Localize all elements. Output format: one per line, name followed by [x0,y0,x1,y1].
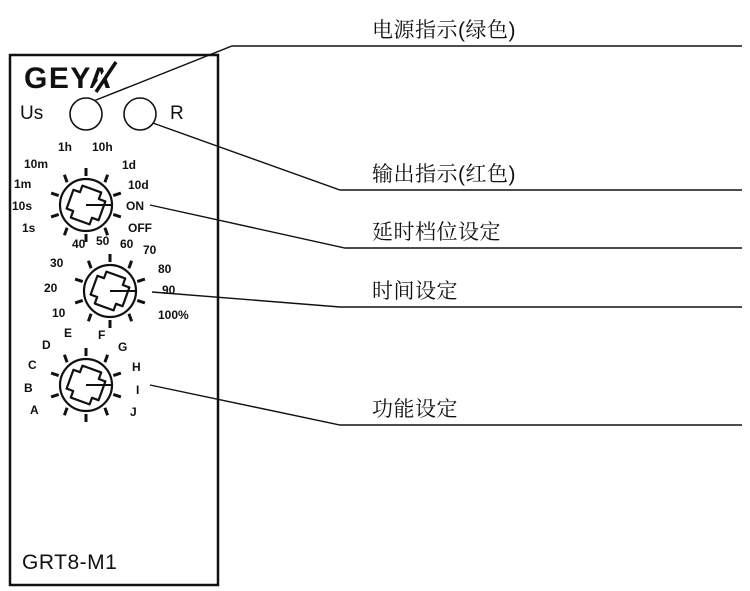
model-label: GRT8-M1 [22,551,118,574]
time-label-90: 90 [162,283,176,297]
function-label-a: A [30,403,39,417]
range-label-off: OFF [128,221,152,235]
callout-time-setting: 时间设定 [372,280,458,303]
time-label-100: 100% [158,308,189,322]
callout-range-setting: 延时档位设定 [372,221,501,244]
callout-power-indicator: 电源指示(绿色) [372,19,516,42]
time-label-50: 50 [96,234,110,248]
output-led-circle [124,98,156,130]
function-label-i: I [136,383,140,397]
time-label-20: 20 [44,281,58,295]
terminal-label-us: Us [20,103,44,124]
range-label-1s: 1s [22,221,36,235]
svg-text:GEYA: GEYA [24,62,113,95]
time-label-70: 70 [143,243,157,257]
function-label-b: B [24,381,33,395]
time-label-40: 40 [72,237,86,251]
range-label-on: ON [126,199,144,213]
range-label-1d: 1d [122,158,137,172]
range-label-1h: 1h [58,140,73,154]
function-label-h: H [132,360,141,374]
terminal-label-r: R [170,103,184,124]
range-label-10m: 10m [24,157,49,171]
function-label-g: G [118,340,128,354]
time-label-10: 10 [52,306,66,320]
brand-logo [24,62,116,95]
power-led-circle [70,98,102,130]
function-label-f: F [98,328,106,342]
function-label-d: D [42,338,51,352]
range-label-10d: 10d [128,178,149,192]
range-label-1m: 1m [14,177,32,191]
range-label-10h: 10h [92,140,113,154]
callout-output-indicator: 输出指示(红色) [372,163,516,186]
function-label-c: C [28,358,37,372]
time-label-30: 30 [50,256,64,270]
callout-function-setting: 功能设定 [372,398,458,421]
function-label-j: J [130,405,137,419]
function-label-e: E [64,326,73,340]
time-label-60: 60 [120,237,134,251]
time-label-80: 80 [158,262,172,276]
range-label-10s: 10s [12,199,33,213]
